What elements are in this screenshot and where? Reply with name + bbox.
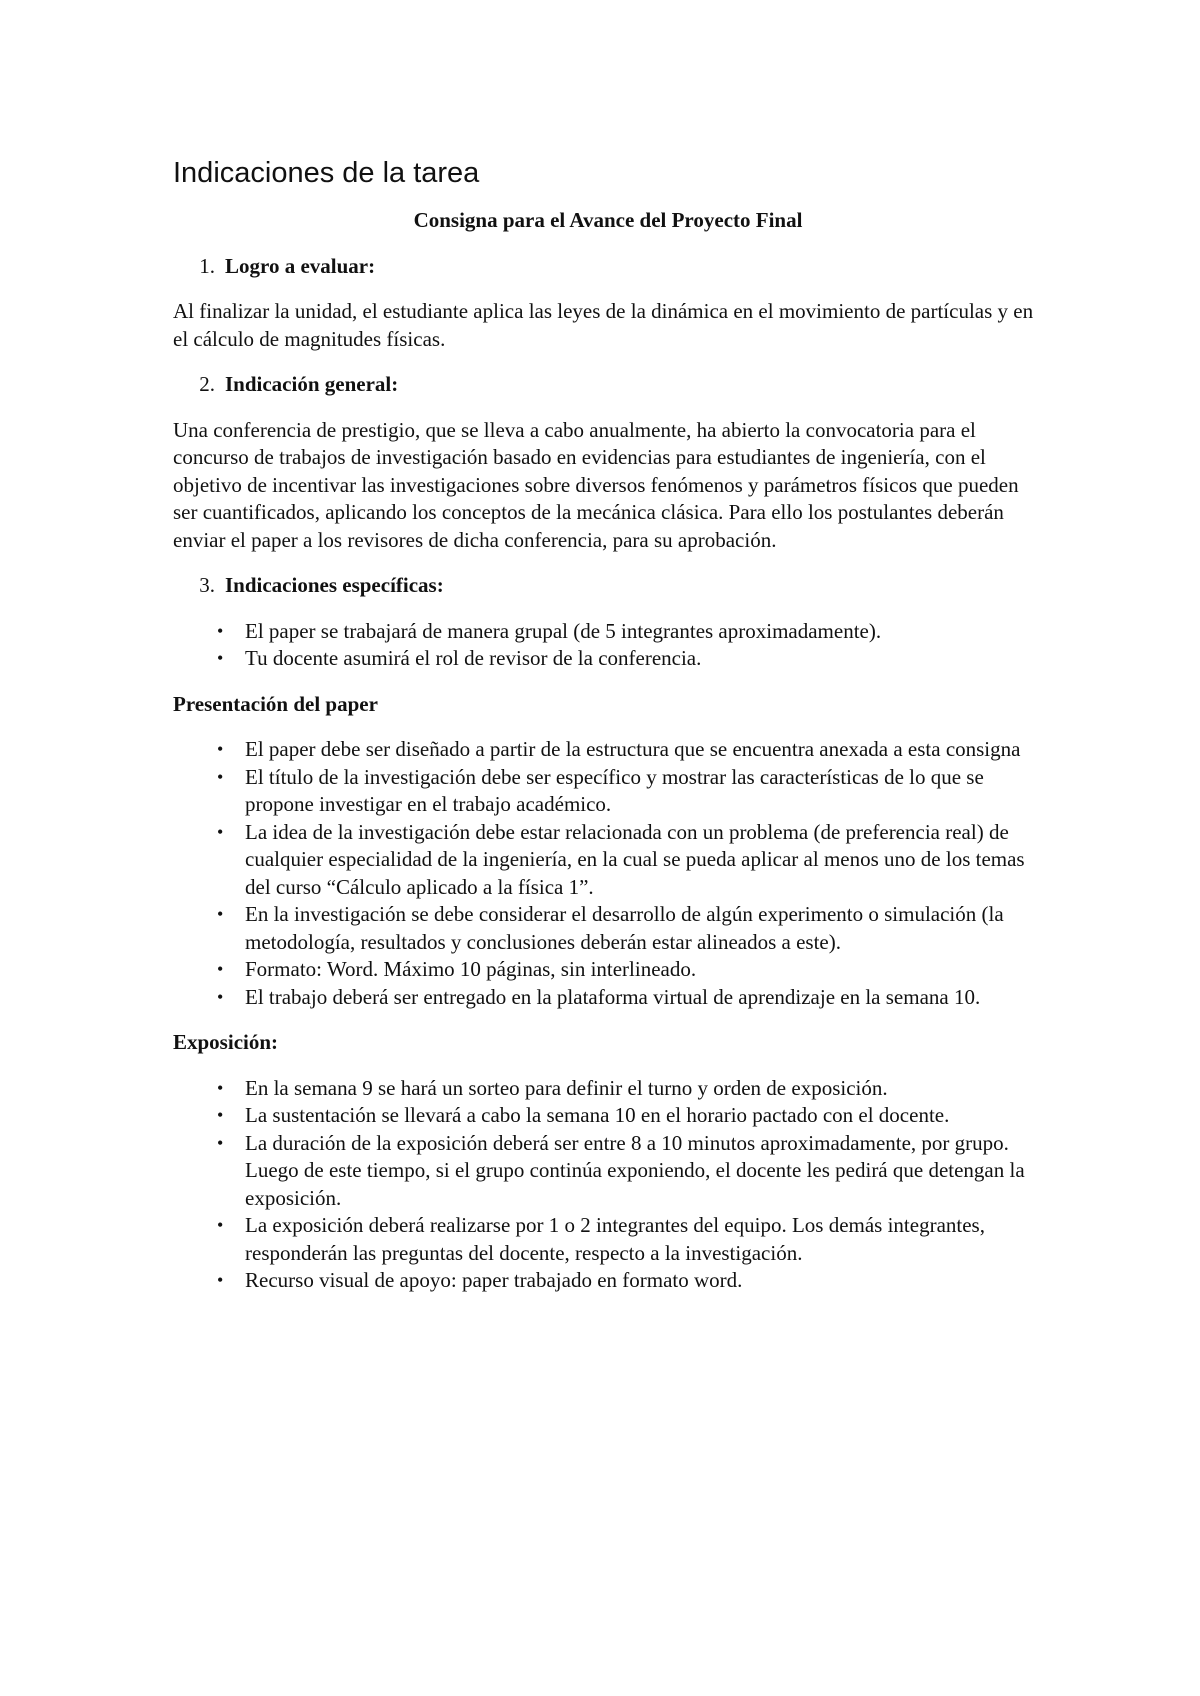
bullet-icon: • — [217, 739, 224, 759]
list-item-text: En la semana 9 se hará un sorteo para definir el turno y orden de exposición. — [245, 1075, 888, 1100]
list-item — [173, 1267, 1043, 1295]
list-item-text: La duración de la exposición deberá ser entre 8 a 10 minutos aproximadamente, por grupo. Luego de este tiempo, si el grupo continúa exponiendo, el docente les pedirá que detengan la exposición. — [245, 1130, 1025, 1210]
section-1-heading — [173, 253, 1043, 281]
section-2-number: 2. — [199, 372, 215, 396]
list-item-text: La exposición deberá realizarse por 1 o 2 integrantes del equipo. Los demás integrantes, responderán las preguntas del docente, respecto a la investigación. — [245, 1213, 985, 1265]
bullet-icon: • — [217, 1215, 224, 1235]
section-2-paragraph: Una conferencia de prestigio, que se lleva a cabo anualmente, ha abierto la convocatoria para el concurso de trabajos de investigación basado en evidencias para estudiantes de ingeniería, con el objetivo de incentivar las investigaciones sobre diversos fenómenos y parámetros físicos que pueden ser cuantificados, aplicando los conceptos de la mecánica clásica. Para ello los postulantes deberán enviar el paper a los revisores de dicha conferencia, para su aprobación. — [173, 417, 1019, 552]
section-2-heading — [173, 371, 1043, 399]
section-3-heading — [173, 572, 1043, 600]
section-1-number: 1. — [199, 253, 215, 278]
list-item — [173, 764, 1043, 819]
list-item — [173, 618, 1043, 646]
document-subtitle: Consigna para el Avance del Proyecto Final — [413, 208, 803, 232]
list-item-text: En la investigación se debe considerar el desarrollo de algún experimento o simulación (la metodología, resultados y conclusiones deberán estar alineados a este). — [245, 902, 1004, 954]
document-page — [173, 155, 1043, 1313]
bullet-icon: • — [217, 648, 224, 668]
list-item-text: Recurso visual de apoyo: paper trabajado en formato word. — [245, 1268, 743, 1292]
bullet-icon: • — [217, 1105, 224, 1125]
bullet-icon: • — [217, 959, 224, 979]
exposicion-bullet-list — [173, 1075, 1043, 1295]
section-3-bullet-list — [173, 618, 1043, 673]
exposicion-heading: Exposición: — [173, 1030, 279, 1054]
list-item — [173, 1212, 1043, 1267]
bullet-icon: • — [217, 766, 224, 787]
list-item-text: El paper se trabajará de manera grupal (de 5 integrantes aproximadamente). — [245, 618, 882, 643]
list-item — [173, 736, 1043, 764]
list-item — [173, 819, 1043, 902]
presentacion-heading: Presentación del paper — [173, 691, 378, 716]
list-item — [173, 956, 1043, 984]
bullet-icon: • — [217, 1270, 224, 1290]
bullet-icon: • — [217, 904, 224, 924]
list-item-text: La sustentación se llevará a cabo la semana 10 en el horario pactado con el docente. — [245, 1103, 950, 1127]
section-1-title: Logro a evaluar: — [225, 253, 376, 278]
list-item — [173, 1075, 1043, 1103]
list-item-text: Formato: Word. Máximo 10 páginas, sin interlineado. — [245, 957, 697, 981]
list-item — [173, 645, 1043, 673]
bullet-icon: • — [217, 986, 224, 1007]
page-title: Indicaciones de la tarea — [173, 157, 480, 189]
section-2-title: Indicación general: — [225, 372, 399, 396]
list-item — [173, 984, 1043, 1012]
list-item-text: La idea de la investigación debe estar relacionada con un problema (de preferencia real) de cualquier especialidad de la ingeniería, en la cual se pueda aplicar al menos uno de los temas del curso “Cálculo aplicado a la física 1”. — [245, 819, 1025, 899]
list-item-text: Tu docente asumirá el rol de revisor de la conferencia. — [245, 646, 702, 670]
section-3-title: Indicaciones específicas: — [225, 573, 444, 597]
list-item — [173, 1130, 1043, 1213]
section-3-number: 3. — [199, 573, 215, 597]
bullet-icon: • — [217, 620, 224, 641]
section-1-paragraph: Al finalizar la unidad, el estudiante aplica las leyes de la dinámica en el movimiento de partículas y en el cálculo de magnitudes físicas. — [173, 299, 1034, 351]
presentacion-bullet-list — [173, 736, 1043, 1011]
bullet-icon: • — [217, 1077, 224, 1098]
list-item — [173, 901, 1043, 956]
list-item-text: El título de la investigación debe ser específico y mostrar las características de lo que se propone investigar en el trabajo académico. — [245, 764, 984, 816]
list-item-text: El paper debe ser diseñado a partir de la estructura que se encuentra anexada a esta consigna — [245, 737, 1021, 761]
list-item-text: El trabajo deberá ser entregado en la plataforma virtual de aprendizaje en la semana 10. — [245, 984, 981, 1009]
list-item — [173, 1102, 1043, 1130]
bullet-icon: • — [217, 1132, 224, 1153]
bullet-icon: • — [217, 821, 224, 842]
